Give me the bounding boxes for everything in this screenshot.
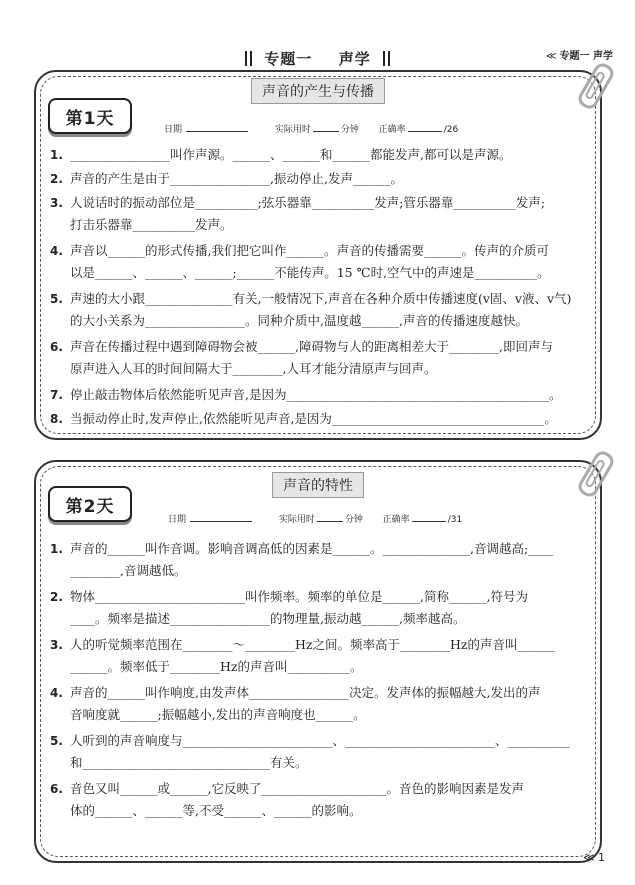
question: 5. 声速的大小跟______________有关,一般情况下,声音在各种介质中传播速度(v固、v液、v气) 的大小关系为________________。同种介质中,温度越______,声音的传播速度越快。 [50,291,572,328]
question: 3. 人的听觉频率范围在________～________Hz之间。频率高于________Hz的声音叫______ ______。频率低于________Hz的声音叫__________。 [50,637,555,674]
day1-badge: 第1天 [48,98,132,134]
day1-topic-tag: 声音的产生与传播 [251,78,385,104]
header-corner [546,47,613,62]
question: 6. 音色又叫______或______,它反映了____________________。音色的影响因素是发声 体的______、______等,不受______、______的影响。 [50,781,524,818]
corner-label: 专题一 声学 [559,51,613,62]
header-bar-right [383,51,390,66]
page-number: 1 [598,851,605,864]
question: 4. 声音以______的形式传播,我们把它叫作______。声音的传播需要______。传声的介质可 以是______、______、______;______不能传声。15 ℃时,空气中的声速是__________。 [50,243,550,280]
question: 2. 声音的产生是由于________________,振动停止,发声______。 [50,171,403,186]
accuracy-total: /31 [447,515,463,525]
question: 2. 物体________________________叫作频率。频率的单位是______,简称______,符号为 ____。频率是描述________________的物理量,振动越______,频率越高。 [50,589,528,626]
day2-topic-tag: 声音的特性 [272,472,364,498]
accuracy-label: 正确率 [382,515,410,525]
accuracy-total: /26 [443,125,459,135]
date-label: 日期 [168,515,187,525]
time-unit: 分钟 [340,125,359,135]
footer-chevron-icon: ≪ [582,851,595,864]
day2-meta [168,512,462,525]
question: 1. ________________叫作声源。______、______和______都能发声,都可以是声源。 [50,147,512,162]
corner-chevron-icon: ≪ [546,51,557,62]
question: 4. 声音的______叫作响度,由发声体________________决定。发声体的振幅越大,发出的声 音响度就______;振幅越小,发出的声音响度也______。 [50,685,541,722]
date-label: 日期 [164,125,183,135]
header-title-left: 专题一 [264,50,313,68]
page-header-title [0,48,635,69]
day1-card [34,70,602,440]
time-unit: 分钟 [344,515,363,525]
time-label: 实际用时 [274,125,311,135]
day1-meta [164,122,458,135]
question: 6. 声音在传播过程中遇到障碍物会被______,障碍物与人的距离相差大于________,即回声与 原声进入人耳的时间间隔大于________,人耳才能分清原声与回声。 [50,339,553,376]
question: 3. 人说话时的振动部位是__________;弦乐器靠__________发声;管乐器靠__________发声; 打击乐器靠__________发声。 [50,195,546,232]
question: 5. 人听到的声音响度与________________________、________________________、__________ 和______________________________有关。 [50,733,571,770]
day2-badge: 第2天 [48,486,132,522]
time-label: 实际用时 [278,515,315,525]
header-title-right: 声学 [338,50,371,68]
day2-card [34,460,602,863]
question: 1. 声音的______叫作音调。影响音调高低的因素是______。______________,音调越高;____ ________,音调越低。 [50,541,554,578]
page-footer [583,851,605,864]
question: 8. 当振动停止时,发声停止,依然能听见声音,是因为__________________________________。 [50,411,557,426]
question: 7. 停止敲击物体后依然能听见声音,是因为__________________________________________。 [50,387,562,402]
accuracy-label: 正确率 [378,125,406,135]
header-bar-left [245,51,252,66]
